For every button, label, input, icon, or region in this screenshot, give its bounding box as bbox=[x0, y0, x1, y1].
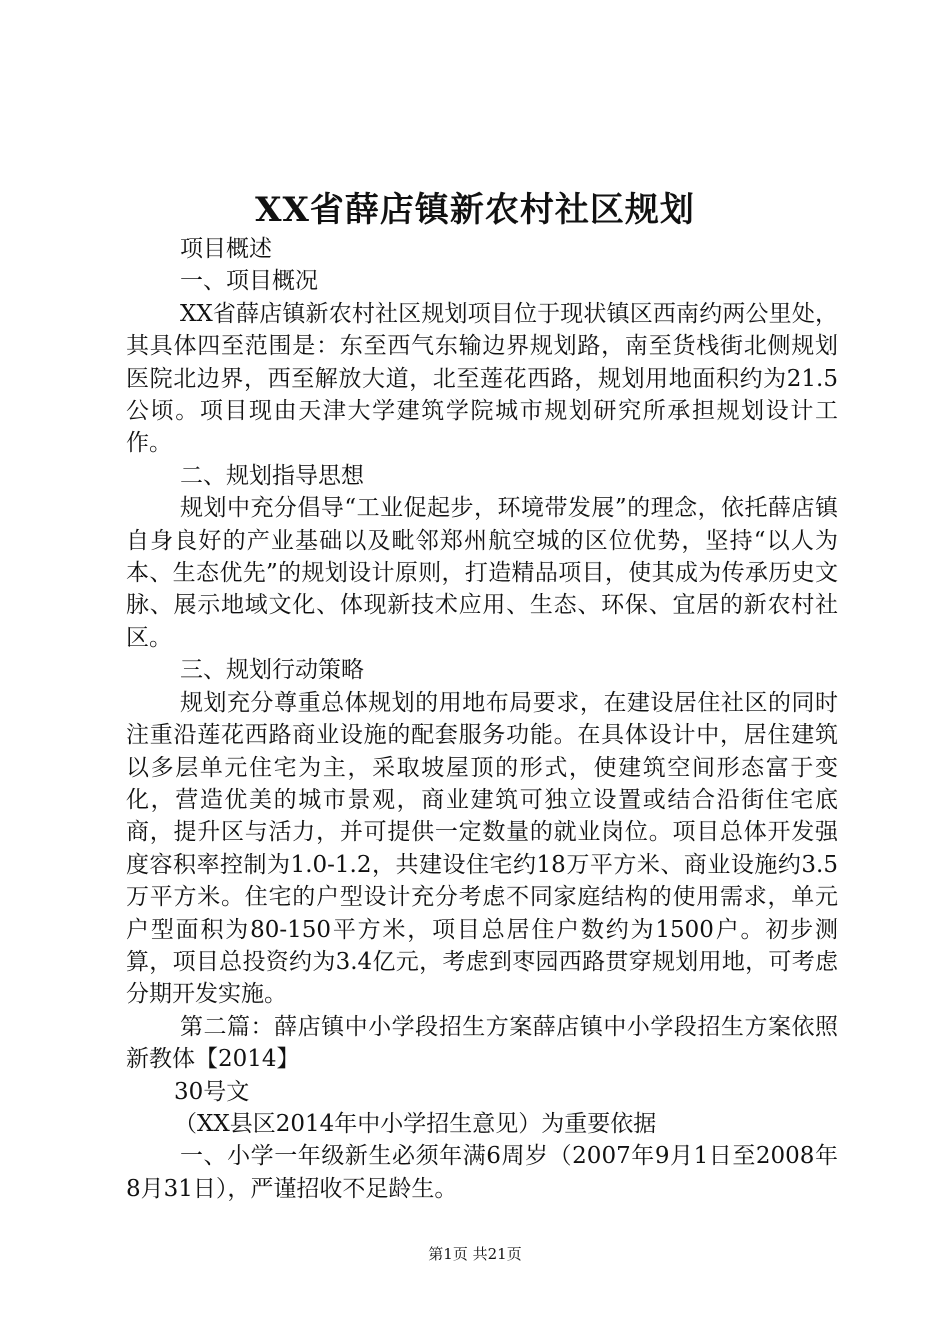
paragraph-document-number: 30号文 bbox=[174, 1078, 250, 1105]
paragraph-part-2-heading: 第二篇：薛店镇中小学段招生方案薛店镇中小学段招生方案依照新教体【2014】 bbox=[126, 1013, 838, 1073]
paragraph-basis: （XX县区2014年中小学招生意见）为重要依据 bbox=[174, 1110, 657, 1137]
document-body bbox=[126, 233, 838, 1205]
paragraph-admission-rule-1: 一、小学一年级新生必须年满6周岁（2007年9月1日至2008年8月31日），严谨招收不足龄生。 bbox=[126, 1143, 838, 1202]
paragraph-section-3-body: 规划充分尊重总体规划的用地布局要求，在建设居住社区的同时注重沿莲花西路商业设施的配套服务功能。在具体设计中，居住建筑以多层单元住宅为主，采取坡屋顶的形式，使建筑空间形态富于变化，营造优美的城市景观，商业建筑可独立设置或结合沿街住宅底商，提升区与活力，并可提供一定数量的就业岗位。项目总体开发强度容积率控制为1.0-1.2，共建设住宅约18万平方米、商业设施约3.5万平方米。住宅的户型设计充分考虑不同家庭结构的使用需求，单元户型面积为80-150平方米，项目总居住户数约为1500户。初步测算，项目总投资约为3.4亿元，考虑到枣园西路贯穿规划用地，可考虑分期开发实施。 bbox=[126, 689, 838, 1008]
paragraph-section-2-body: 规划中充分倡导“工业促起步，环境带发展”的理念，依托薛店镇自身良好的产业基础以及毗邻郑州航空城的区位优势，坚持“以人为本、生态优先”的规划设计原则，打造精品项目，使其成为传承历史文脉、展示地域文化、体现新技术应用、生态、环保、宜居的新农村社区。 bbox=[126, 495, 838, 651]
paragraph-section-3-heading: 三、规划行动策略 bbox=[180, 657, 364, 684]
paragraph-section-1-body: XX省薛店镇新农村社区规划项目位于现状镇区西南约两公里处，其具体四至范围是：东至西气东输边界规划路，南至货栈街北侧规划医院北边界，西至解放大道，北至莲花西路，规划用地面积约为21.5公顷。项目现由天津大学建筑学院城市规划研究所承担规划设计工作。 bbox=[126, 300, 838, 457]
paragraph-section-1-heading: 一、项目概况 bbox=[180, 268, 318, 295]
document-title: XX省薛店镇新农村社区规划 bbox=[255, 190, 695, 230]
paragraph-overview-heading: 项目概述 bbox=[180, 236, 272, 262]
paragraph-section-2-heading: 二、规划指导思想 bbox=[180, 462, 364, 489]
page-footer: 第1页 共21页 bbox=[428, 1245, 522, 1263]
